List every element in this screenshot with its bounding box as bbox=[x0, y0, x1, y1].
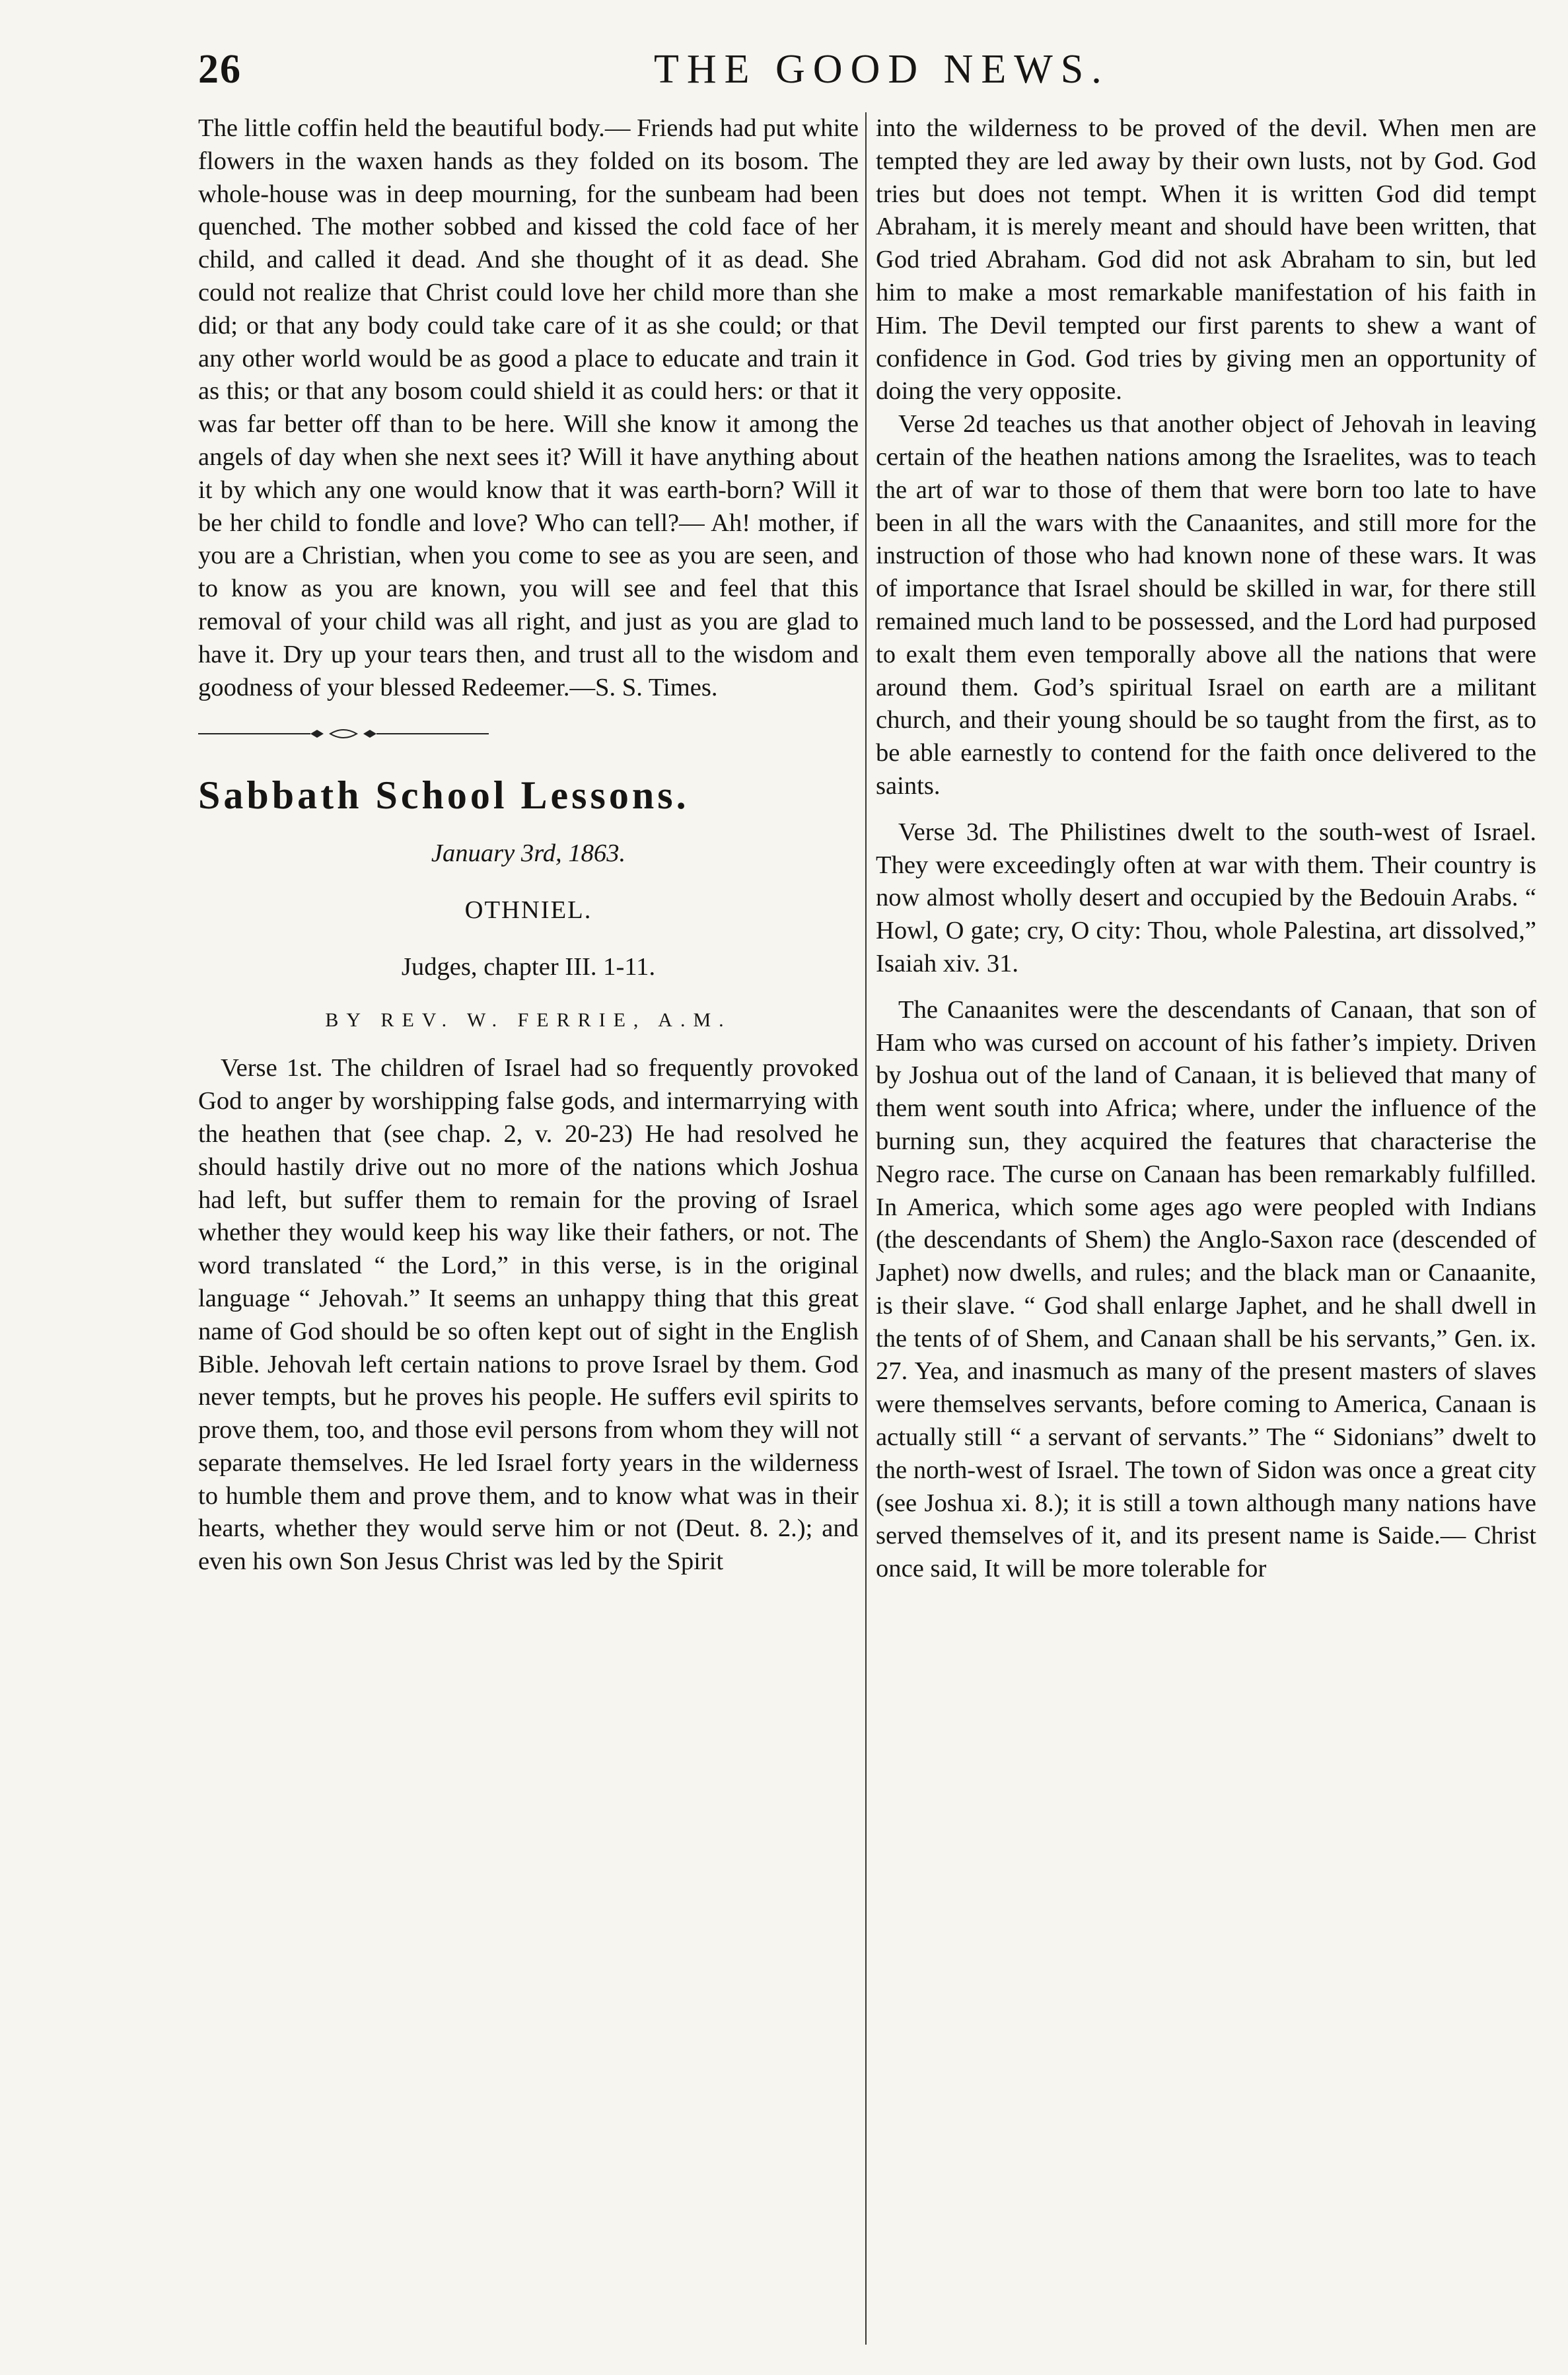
page-number: 26 bbox=[198, 47, 242, 92]
page-header bbox=[198, 46, 1519, 106]
lesson-date: January 3rd, 1863. bbox=[431, 839, 626, 868]
story-paragraph: The little coffin held the beautiful body.— Friends had put white flowers in the waxen hands as they folded on its bosom. The whole-house was in deep mourning, for the sunbeam had been quenched. The mother sobbed and kissed the cold face of her child, and called it dead. And she thought of it as dead. She could not realize that Christ could love her child more than she did; or that any body could take care of it as she could; or that any other world would be as good a place to educate and train it as this; or that any bosom could shield it as could hers: or that it was far better off than to be here. Will she know it among the angels of day when she next sees it? Will it have anything about it by which any one would know that it was earth-born? Will it be her child to fondle and love? Who can tell?— Ah! mother, if you are a Christian, when you come to see as you are seen, and to know as you are known, you will see and feel that this removal of your child was all right, and just as you are glad to have it. Dry up your tears then, and trust all to the wisdom and goodness of your blessed Redeemer.—S. S. Times. bbox=[198, 114, 859, 701]
right-column bbox=[876, 112, 1536, 1586]
continuation-paragraph: into the wilderness to be proved of the devil. When men are tempted they are led away by their own lusts, not by God. God tries but does not tempt. When it is written God did tempt Abraham, it is merely meant and should have been written, that God tried Abraham. God did not ask Abraham to sin, but led him to make a most remarkable manifestation of his faith in Him. The Devil tempted our first parents to shew a want of confidence in God. God tries by giving men an opportunity of doing the very opposite. bbox=[876, 114, 1536, 406]
ornament-divider bbox=[198, 727, 489, 741]
column-rule bbox=[865, 112, 867, 2345]
lesson-title: OTHNIEL. bbox=[464, 896, 592, 924]
section-title: Sabbath School Lessons. bbox=[198, 773, 690, 818]
verse2-paragraph: Verse 2d teaches us that another object of Jehovah in leaving certain of the heathen nations among the Israelites, was to teach the art of war to those of them that were born too late to have been in all the wars with the Canaanites, and still more for the instruction of those who had known none of these wars. It was of importance that Israel should be skilled in war, for there still remained much land to be possessed, and the Lord had purposed to exalt them even temporally above all the nations that were around them. God’s spiritual Israel on earth are a militant church, and their young should be so taught from the first, as to be able earnestly to contend for the faith once delivered to the saints. bbox=[876, 410, 1536, 800]
verse1-paragraph: Verse 1st. The children of Israel had so frequently provoked God to anger by worshipping false gods, and intermarrying with the heathen that (see chap. 2, v. 20-23) He had resolved he should hastily drive out no more of the nations which Joshua had left, but suffer them to remain for the proving of Israel whether they would keep his way like their fathers, or not. The word translated “ the Lord,” in this verse, is in the original language “ Jehovah.” It seems an unhappy thing that this great name of God should be so often kept out of sight in the English Bible. Jehovah left certain nations to prove Israel by them. God never tempts, but he proves his people. He suffers evil spirits to prove them, too, and those evil persons from whom they will not separate themselves. He led Israel forty years in the wilderness to humble them and prove them, and to know what was in their hearts, whether they would serve him or not (Deut. 8. 2.); and even his own Son Jesus Christ was led by the Spirit bbox=[198, 1054, 859, 1576]
lesson-reference: Judges, chapter III. 1-11. bbox=[401, 952, 656, 981]
verse3-paragraph: Verse 3d. The Philistines dwelt to the south-west of Israel. They were exceedingly often at war with them. Their country is now almost wholly desert and occupied by the Bedouin Arabs. “ Howl, O gate; cry, O city: Thou, whole Palestina, art dissolved,” Isaiah xiv. 31. bbox=[876, 818, 1536, 977]
canaanites-paragraph: The Canaanites were the descendants of Canaan, that son of Ham who was cursed on account of his father’s impiety. Driven by Joshua out of the land of Canaan, it is believed that many of them went south into Africa; where, under the influence of the burning sun, they acquired the features that characterise the Negro race. The curse on Canaan has been remarkably fulfilled. In America, which some ages ago were peopled with Indians (the descendants of Shem) the Anglo-Saxon race (descended of Japhet) now dwells, and rules; and the black man or Canaanite, is their slave. “ God shall enlarge Japhet, and he shall dwell in the tents of of Shem, and Canaan shall be his servants,” Gen. ix. 27. Yea, and inasmuch as many of the present masters of slaves were themselves servants, before coming to America, Canaan is actually still “ a servant of servants.” The “ Sidonians” dwelt to the north-west of Israel. The town of Sidon was once a great city (see Joshua xi. 8.); it is still a town although many nations have served themselves of it, and its present name is Saide.— Christ once said, It will be more tolerable for bbox=[876, 995, 1536, 1583]
byline: BY REV. W. FERRIE, A.M. bbox=[325, 1009, 732, 1031]
running-title: THE GOOD NEWS. bbox=[654, 47, 1110, 92]
left-column bbox=[198, 112, 859, 1578]
